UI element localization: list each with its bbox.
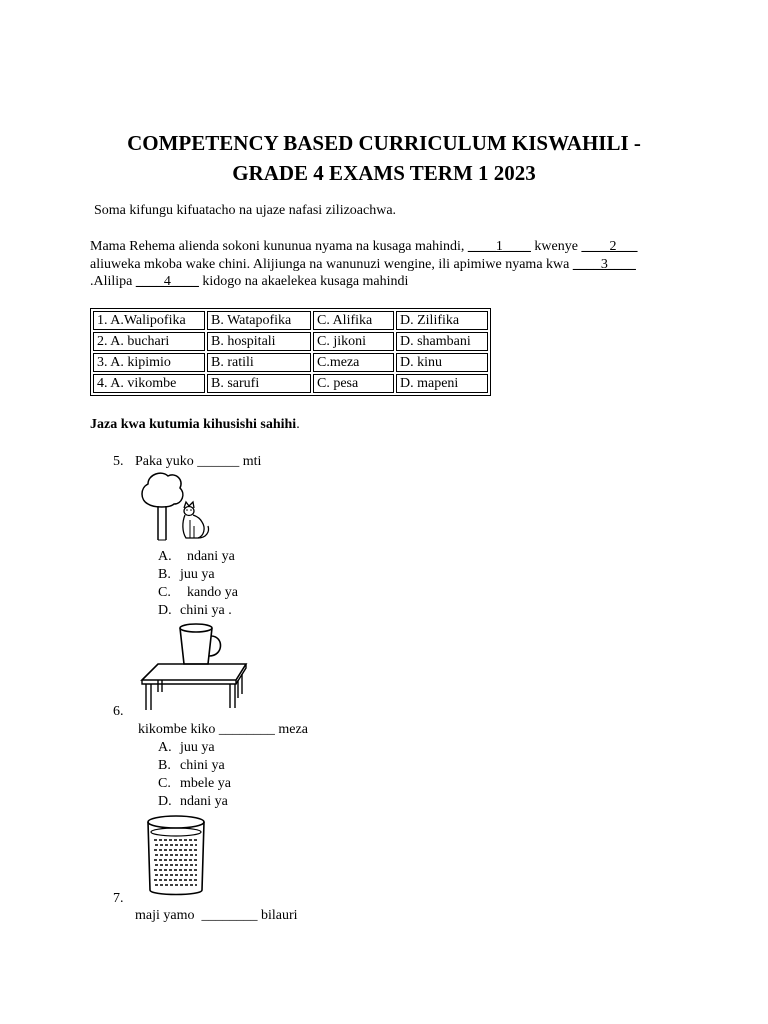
glass-of-water-icon	[144, 814, 210, 898]
choices-q6	[158, 739, 231, 811]
question-text: Paka yuko ______ mti	[135, 454, 262, 469]
table-cell: 3. A. kipimio	[93, 353, 205, 372]
table-cell: 1. A.Walipofika	[93, 311, 205, 330]
choice-letter: B.	[158, 567, 171, 582]
question-number: 5.	[113, 454, 124, 469]
page-title-line2: GRADE 4 EXAMS TERM 1 2023	[232, 161, 536, 185]
table-cell: 2. A. buchari	[93, 332, 205, 351]
options-table	[90, 308, 491, 396]
choice-letter: A.	[158, 740, 172, 755]
table-row	[93, 311, 488, 330]
table-cell: B. sarufi	[207, 374, 311, 393]
table-cell: B. hospitali	[207, 332, 311, 351]
page-title-line1: COMPETENCY BASED CURRICULUM KISWAHILI -	[127, 131, 641, 155]
question-6-number: 6.	[113, 704, 124, 719]
choice-text: mbele ya	[180, 776, 231, 791]
choice-letter: C.	[158, 585, 171, 600]
choice-text: chini ya	[180, 758, 225, 773]
passage-text: kidogo na akaelekea kusaga mahindi	[198, 274, 409, 289]
question-7-text: maji yamo ________ bilauri	[135, 908, 298, 923]
table-row	[93, 332, 488, 351]
blank-2: ____2___	[581, 239, 638, 254]
table-cell: D. kinu	[396, 353, 488, 372]
instruction-prepositions	[90, 416, 300, 434]
choice-letter: D.	[158, 794, 172, 809]
question-7-number: 7.	[113, 891, 124, 906]
table-row	[93, 353, 488, 372]
choice-text: juu ya	[180, 567, 215, 582]
table-cell: D. shambani	[396, 332, 488, 351]
tree-and-cat-icon	[138, 470, 218, 544]
choice-b[interactable]	[158, 566, 238, 584]
table-with-cup-icon	[138, 622, 248, 712]
instruction-period: .	[296, 417, 300, 432]
choice-letter: D.	[158, 603, 172, 618]
blank-3: ____3____	[572, 257, 636, 272]
table-cell: C. pesa	[313, 374, 394, 393]
choice-c[interactable]	[158, 584, 238, 602]
table-cell: B. ratili	[207, 353, 311, 372]
choice-letter: B.	[158, 758, 171, 773]
blank-1: ____1____	[467, 239, 531, 254]
passage-line-1	[90, 238, 637, 256]
choice-c[interactable]	[158, 775, 231, 793]
passage-text: kwenye	[530, 239, 582, 254]
choice-letter: C.	[158, 776, 171, 791]
choice-text: juu ya	[180, 740, 215, 755]
choice-text: chini ya .	[180, 603, 232, 618]
passage-line-2	[90, 256, 636, 274]
passage-line-3	[90, 273, 408, 291]
table-cell: C. jikoni	[313, 332, 394, 351]
choice-text: kando ya	[180, 585, 238, 600]
choice-a[interactable]	[158, 739, 231, 757]
question-6-text: kikombe kiko ________ meza	[138, 722, 308, 737]
table-cell: D. mapeni	[396, 374, 488, 393]
choice-text: ndani ya	[180, 794, 228, 809]
passage-text: .Alilipa	[90, 274, 136, 289]
table-row	[93, 374, 488, 393]
passage-text: aliuweka mkoba wake chini. Alijiunga na wanunuzi wengine, ili apimiwe nyama kwa	[90, 257, 573, 272]
choice-text: ndani ya	[180, 549, 235, 564]
choice-letter: A.	[158, 549, 172, 564]
choices-q5	[158, 548, 238, 620]
table-cell: B. Watapofika	[207, 311, 311, 330]
passage-text: Mama Rehema alienda sokoni kununua nyama na kusaga mahindi,	[90, 239, 468, 254]
choice-d[interactable]	[158, 793, 231, 811]
instruction-fill-blanks: Soma kifungu kifuatacho na ujaze nafasi zilizoachwa.	[94, 203, 397, 218]
instruction-text: Jaza kwa kutumia kihusishi sahihi	[90, 417, 297, 432]
choice-d[interactable]	[158, 602, 238, 620]
blank-4: ____4____	[135, 274, 199, 289]
choice-a[interactable]	[158, 548, 238, 566]
table-cell: D. Zilifika	[396, 311, 488, 330]
table-cell: 4. A. vikombe	[93, 374, 205, 393]
question-5	[113, 453, 261, 471]
table-cell: C.meza	[313, 353, 394, 372]
table-cell: C. Alifika	[313, 311, 394, 330]
choice-b[interactable]	[158, 757, 231, 775]
